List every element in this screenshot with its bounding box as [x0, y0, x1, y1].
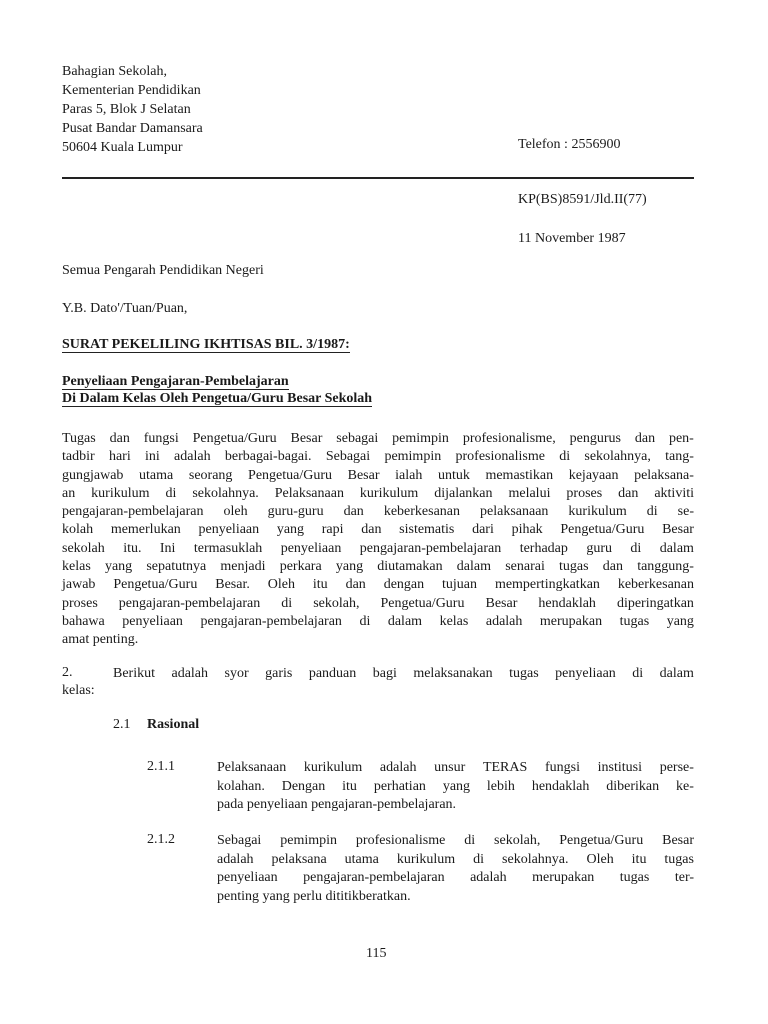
- subject-heading: [62, 373, 372, 407]
- word: proses: [62, 595, 98, 611]
- word: pengajaran-pembelajaran: [62, 504, 204, 520]
- word: Besar: [662, 522, 694, 538]
- word: memerlukan: [110, 522, 181, 538]
- word: kolah: [62, 522, 94, 538]
- paragraph-2-line: kelas:: [62, 683, 95, 698]
- word: tugas: [509, 666, 539, 681]
- word: profesionalisme,: [462, 431, 556, 446]
- word: yang: [335, 559, 364, 575]
- word: Besar.: [215, 577, 250, 593]
- word: penyeliaan: [122, 613, 183, 629]
- word: mempertingkatkan: [494, 577, 600, 593]
- paragraph-line: [62, 613, 694, 631]
- paragraph-line: [62, 503, 694, 521]
- word: Pelaksanaan: [217, 760, 287, 775]
- paragraph-line: [62, 485, 694, 503]
- word: diutamakan: [377, 559, 443, 575]
- word: pihak: [511, 522, 543, 538]
- word: sebagai: [336, 431, 379, 446]
- word: perkara: [279, 559, 322, 575]
- word: penyeliaan: [555, 666, 616, 681]
- word: dan: [109, 431, 130, 446]
- word: tugas: [619, 870, 650, 885]
- word: itu: [342, 778, 357, 794]
- word: dan: [345, 577, 366, 593]
- section-line: [217, 778, 694, 797]
- address-line: Bahagian Sekolah,: [62, 64, 167, 79]
- word: di: [630, 540, 642, 556]
- word: tugas: [559, 559, 589, 575]
- word: profesionalisme: [355, 833, 446, 848]
- section-2-1-1-number: 2.1.1: [147, 759, 175, 774]
- word: menjadi: [220, 559, 266, 575]
- word: pemimpin: [384, 449, 442, 465]
- word: senarai: [505, 559, 545, 575]
- word: Pelaksanaan: [274, 485, 344, 501]
- word: dan: [618, 485, 639, 501]
- word: penyeliaan: [280, 540, 342, 556]
- word: Besar: [485, 595, 518, 611]
- word: di: [281, 595, 293, 611]
- telephone: Telefon : 2556900: [518, 137, 621, 152]
- word: Oleh: [267, 577, 295, 593]
- word: tadbir: [62, 449, 95, 465]
- subject-line: Di Dalam Kelas Oleh Pengetua/Guru Besar Sekolah: [62, 391, 373, 406]
- address-line: 50604 Kuala Lumpur: [62, 140, 183, 155]
- word: kelas: [62, 559, 91, 575]
- word: dan: [634, 431, 656, 446]
- word: keberkesanan: [383, 504, 460, 520]
- paragraph-line: [62, 448, 694, 466]
- address-line: Kementerian Pendidikan: [62, 83, 201, 98]
- paragraph-line: [62, 558, 694, 576]
- word: pengajaran-pembelajaran: [303, 870, 445, 885]
- section-2-1-title: Rasional: [147, 717, 200, 732]
- word: perhatian: [373, 778, 426, 794]
- word: bahawa: [62, 613, 105, 629]
- word: guru-guru: [267, 504, 324, 520]
- word: sekolahnya.: [192, 485, 259, 501]
- word: Besar: [347, 467, 380, 483]
- section-line: pada penyeliaan pengajaran-pembelajaran.: [217, 797, 457, 812]
- word: gungjawab: [62, 467, 124, 483]
- word: tujuan: [442, 577, 478, 593]
- word: Besar: [290, 431, 323, 446]
- word: di: [464, 833, 476, 848]
- word: hari: [108, 449, 131, 465]
- word: sekolah,: [494, 833, 541, 848]
- word: kurikulum: [568, 504, 627, 520]
- word: pemimpin: [280, 833, 338, 848]
- word: adalah: [217, 851, 254, 867]
- word: perse-: [659, 760, 694, 775]
- word: bagi: [372, 666, 397, 681]
- circular-title: SURAT PEKELILING IKHTISAS BIL. 3/1987:: [62, 337, 350, 352]
- word: dan: [343, 504, 364, 520]
- word: kurikulum: [396, 851, 456, 867]
- word: proses: [566, 485, 603, 501]
- word: diberikan: [606, 778, 660, 794]
- word: se-: [677, 504, 694, 520]
- word: terhadap: [519, 540, 568, 556]
- word: untuk: [437, 467, 470, 483]
- word: pen-: [668, 431, 694, 446]
- word: adalah: [171, 666, 209, 681]
- word: tugas: [619, 613, 650, 629]
- word: itu: [312, 577, 328, 593]
- word: yang: [276, 522, 305, 538]
- word: Sebagai: [217, 833, 262, 848]
- word: dijalankan: [434, 485, 493, 501]
- word: hendaklah: [538, 595, 596, 611]
- word: Berikut: [113, 666, 155, 681]
- word: unsur: [434, 760, 466, 775]
- word: jawab: [62, 577, 96, 593]
- word: adalah: [379, 760, 417, 775]
- word: Pengetua/Guru: [248, 467, 333, 483]
- paragraph-line: [62, 576, 694, 594]
- word: kurikulum: [359, 485, 419, 501]
- word: Ini: [159, 540, 176, 556]
- word: kelas: [439, 613, 469, 629]
- subject-line: Penyeliaan Pengajaran-Pembelajaran: [62, 374, 289, 389]
- paragraph-line: [62, 521, 694, 539]
- word: ke-: [676, 778, 694, 794]
- word: di: [473, 851, 485, 867]
- word: hendaklah: [531, 778, 590, 794]
- word: kejayaan: [568, 467, 619, 483]
- word: pemimpin: [392, 431, 449, 446]
- word: aktiviti: [654, 485, 694, 501]
- word: di: [632, 666, 644, 681]
- word: melaksanakan: [413, 666, 493, 681]
- word: yang: [666, 613, 694, 629]
- word: dan: [602, 559, 623, 575]
- word: Besar: [662, 833, 694, 848]
- word: Pengetua/Guru: [113, 577, 198, 593]
- section-2-1-2-number: 2.1.2: [147, 832, 175, 847]
- word: berbagai-bagai.: [224, 449, 312, 465]
- word: panduan: [308, 666, 357, 681]
- word: TERAS: [482, 760, 528, 775]
- word: di: [559, 449, 571, 465]
- word: di: [165, 485, 177, 501]
- word: guru: [586, 540, 612, 556]
- word: merupakan: [539, 613, 603, 629]
- word: sekolah,: [313, 595, 360, 611]
- address-line: Paras 5, Blok J Selatan: [62, 102, 191, 117]
- word: yang: [442, 778, 471, 794]
- word: tanggung-: [637, 559, 694, 575]
- word: memastikan: [485, 467, 554, 483]
- word: Oleh: [586, 851, 614, 867]
- word: lebih: [486, 778, 515, 794]
- word: diperingatkan: [616, 595, 694, 611]
- word: ini: [144, 449, 160, 465]
- word: ter-: [674, 870, 694, 885]
- paragraph-2: [113, 665, 694, 683]
- paragraph-2-line: [113, 665, 694, 683]
- word: profesionalisme: [455, 449, 545, 465]
- word: seorang: [188, 467, 233, 483]
- word: sekolah: [62, 540, 105, 556]
- paragraph-line: [62, 467, 694, 485]
- word: Pengetua/Guru: [192, 431, 277, 446]
- word: pelaksana: [271, 851, 327, 867]
- section-2-1-1-text: [217, 759, 694, 815]
- paragraph-line: [62, 430, 694, 448]
- word: itu: [631, 851, 647, 867]
- word: melalui: [508, 485, 551, 501]
- word: di: [359, 613, 371, 629]
- word: termasuklah: [193, 540, 263, 556]
- reference-number: KP(BS)8591/Jld.II(77): [518, 192, 647, 207]
- address-line: Pusat Bandar Damansara: [62, 121, 203, 136]
- word: dalam: [387, 613, 423, 629]
- word: oleh: [223, 504, 248, 520]
- paragraph-line: [62, 540, 694, 558]
- page-number: 115: [366, 946, 387, 961]
- word: sekolahnya.: [502, 851, 569, 867]
- word: Pengetua/Guru: [380, 595, 465, 611]
- word: fungsi: [143, 431, 179, 446]
- word: dalam: [456, 559, 491, 575]
- word: Pengetua/Guru: [560, 522, 645, 538]
- word: institusi: [597, 760, 643, 775]
- sender-address: [62, 62, 203, 157]
- salutation: Y.B. Dato'/Tuan/Puan,: [62, 301, 188, 316]
- word: dengan: [383, 577, 425, 593]
- word: Sebagai: [325, 449, 371, 465]
- word: pengajaran-pembelajaran: [118, 595, 261, 611]
- word: Dengan: [281, 778, 326, 794]
- word: sekolahnya,: [584, 449, 651, 465]
- word: kurikulum: [303, 760, 363, 775]
- recipient: Semua Pengarah Pendidikan Negeri: [62, 263, 264, 278]
- word: adalah: [485, 613, 523, 629]
- word: utama: [344, 851, 379, 867]
- word: dalam: [659, 540, 694, 556]
- word: merupakan: [532, 870, 595, 885]
- word: keberkesanan: [617, 577, 694, 593]
- word: penyeliaan: [198, 522, 260, 538]
- section-2-1-number: 2.1: [113, 717, 131, 732]
- word: utama: [139, 467, 174, 483]
- section-line: [217, 759, 694, 778]
- paragraph-2-number: 2.: [62, 665, 73, 680]
- paragraph-line: amat penting.: [62, 632, 139, 648]
- word: yang: [104, 559, 133, 575]
- word: tugas: [664, 851, 694, 867]
- section-2-1-2-text: [217, 832, 694, 906]
- word: rapi: [321, 522, 344, 538]
- section-line: [217, 851, 694, 870]
- word: adalah: [470, 870, 507, 885]
- word: syor: [224, 666, 249, 681]
- word: itu.: [123, 540, 142, 556]
- word: di: [646, 504, 658, 520]
- word: fungsi: [544, 760, 580, 775]
- word: Pengetua/Guru: [559, 833, 644, 848]
- word: adalah: [174, 449, 211, 465]
- word: dan: [361, 522, 382, 538]
- word: pengurus: [569, 431, 621, 446]
- word: tang-: [665, 449, 694, 465]
- section-line: [217, 832, 694, 851]
- paragraph-1: [62, 430, 694, 650]
- word: Tugas: [62, 431, 96, 446]
- section-line: penting yang perlu dititikberatkan.: [217, 888, 411, 904]
- word: penyeliaan: [217, 870, 278, 885]
- word: pelaksanaan: [480, 504, 549, 520]
- section-line: [217, 869, 694, 888]
- word: dari: [472, 522, 494, 538]
- word: garis: [265, 666, 293, 681]
- word: dalam: [659, 666, 694, 681]
- letter-date: 11 November 1987: [518, 231, 626, 246]
- word: sistematis: [399, 522, 455, 538]
- word: kolahan.: [217, 778, 265, 794]
- word: an: [62, 485, 76, 501]
- word: sepatutnya: [146, 559, 207, 575]
- word: pelaksana-: [634, 467, 694, 483]
- paragraph-line: [62, 595, 694, 613]
- word: pengajaran-pembelajaran: [359, 540, 502, 556]
- header-divider: [62, 177, 694, 179]
- word: pengajaran-pembelajaran: [200, 613, 342, 629]
- word: kurikulum: [91, 485, 150, 501]
- word: ialah: [395, 467, 423, 483]
